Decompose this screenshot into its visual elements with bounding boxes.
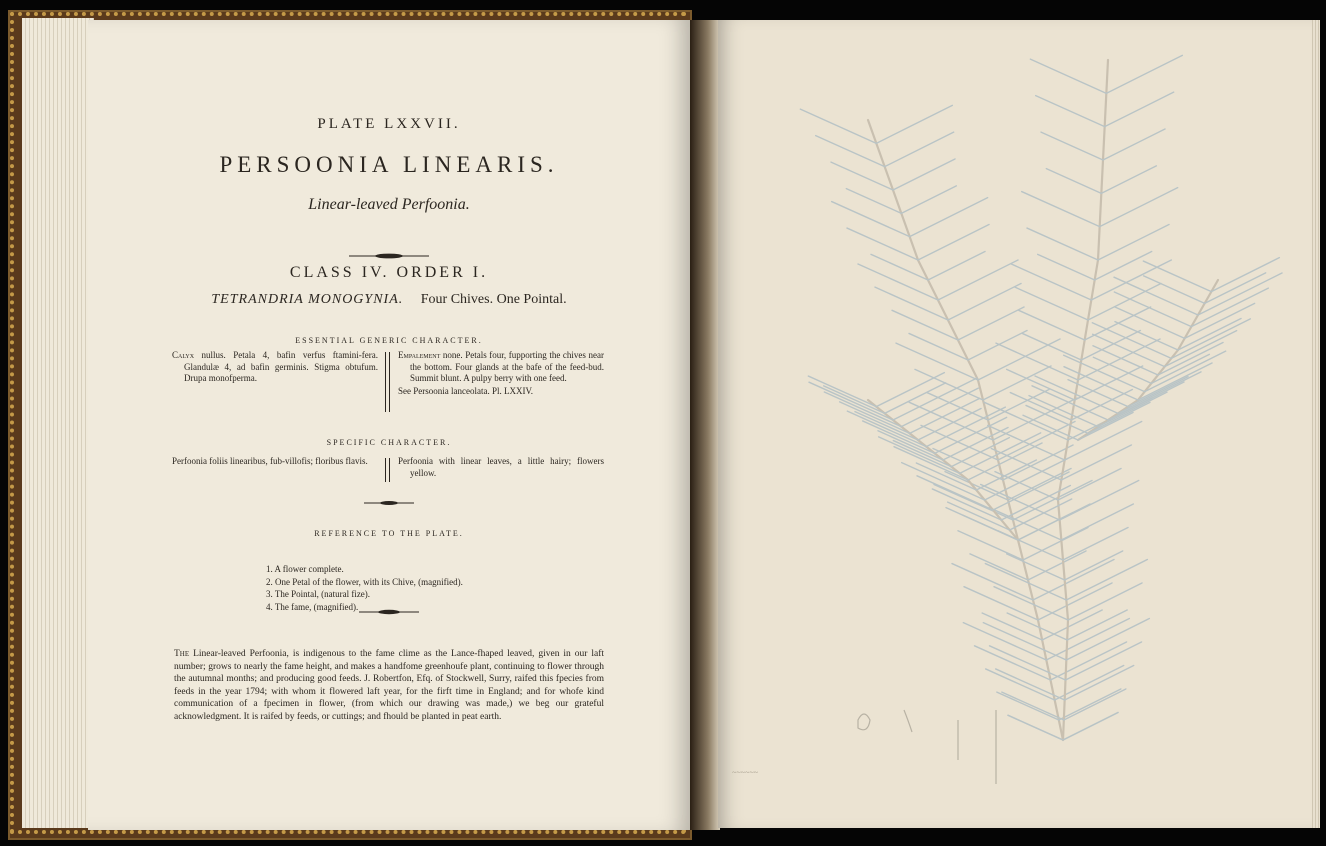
leaf-line [1100, 188, 1178, 227]
ornament-divider [88, 608, 690, 616]
paragraph-lead: The [174, 649, 190, 659]
leaf-line [876, 105, 952, 143]
specific-character [172, 456, 604, 484]
class-latin: TETRANDRIA MONOGYNIA. [211, 292, 404, 307]
leaf-line [910, 398, 980, 433]
leaf-line [892, 310, 958, 340]
leaf-line [1108, 382, 1184, 420]
leaf-line [1128, 377, 1188, 407]
leaf-line [1035, 376, 1118, 413]
leaf-line [1211, 258, 1279, 292]
leaf-line [986, 669, 1055, 700]
leaf-line [1158, 343, 1223, 376]
class-english: Four Chives. One Pointal. [420, 292, 567, 307]
leaf-line [871, 254, 928, 280]
leaf-line [1098, 225, 1169, 261]
leaf-line [893, 159, 955, 190]
leaf-line [1088, 284, 1161, 321]
leaf-line [1118, 372, 1201, 414]
ornament-rule-icon [364, 499, 414, 507]
leaf-line [1015, 287, 1088, 320]
specific-english-text: Perfoonia with linear leaves, a little hairy; flowers yellow. [398, 456, 604, 478]
leaf-line [1066, 619, 1149, 661]
leaf-line [800, 109, 876, 143]
leaf-line [1027, 228, 1098, 260]
column-divider [385, 458, 390, 482]
leaf-line [1008, 715, 1063, 740]
leaf-line [824, 386, 885, 413]
leaf-line [952, 564, 1033, 600]
leaf-line [1093, 346, 1158, 375]
leaf-line [963, 623, 1046, 660]
species-title: PERSOONIA LINEARIS. [219, 152, 559, 177]
botanical-illustration [718, 20, 1312, 828]
essential-character [172, 350, 604, 414]
leaf-line [1145, 351, 1226, 392]
specific-latin [172, 456, 378, 468]
leaf-line [1013, 481, 1092, 521]
leaf-line [934, 484, 1013, 520]
essential-see: See Persoonia lanceolata. Pl. LXXIV. [398, 385, 534, 396]
leaf-line [1038, 583, 1112, 620]
leaf-line [1010, 499, 1072, 530]
leaf-line [896, 343, 978, 380]
plate-page [718, 20, 1312, 828]
leaf-line [1061, 445, 1131, 480]
leaf-line [1018, 513, 1073, 541]
leaf-line [1103, 129, 1165, 160]
leaf-line [1068, 380, 1128, 407]
leaf-line [885, 132, 954, 167]
leaf-line [1022, 192, 1100, 227]
leaf-line [1081, 331, 1140, 361]
essential-english-lead: Empalement [398, 350, 441, 360]
ornament-divider [88, 252, 690, 260]
flower-figure-icon [858, 714, 870, 730]
class-line [88, 292, 690, 308]
leaf-line [1030, 59, 1106, 93]
leaf-line [1028, 551, 1086, 580]
ornament-divider [88, 499, 690, 507]
book-gutter [690, 20, 720, 830]
reference-list [266, 563, 566, 613]
leaf-line [1106, 55, 1182, 93]
leaf-line [809, 382, 893, 420]
leaf-line [909, 333, 968, 360]
leaf-line [932, 489, 1001, 520]
leaf-line [1063, 528, 1128, 561]
leaf-line [1011, 264, 1091, 300]
leaf-line [875, 287, 948, 320]
leaf-line [1022, 333, 1081, 360]
specific-heading: SPECIFIC CHARACTER. [326, 438, 452, 447]
body-paragraph [174, 648, 604, 724]
leaf-line [1105, 92, 1174, 127]
list-item: 1. A flower complete. [266, 564, 344, 574]
leaf-line [1115, 307, 1185, 339]
page-edges-right [1312, 20, 1320, 828]
common-name: Linear-leaved Perfoonia. [308, 196, 470, 213]
column-divider [385, 352, 390, 412]
paragraph-text: Linear-leaved Perfoonia, is indigenous to the fame clime as the Lance-fhaped leaved, given in our laft number; grows to nearly the fame height, and makes a handfome greenhoufe plant, continuing to flower through the autumnal months; and producing good feeds. J. Robertfon, Efq. of Stockwell, Surry, raifed this fpecies from feeds in the year 1794; with whom it flowered laft year, for the firft time in England; and for whofe kind communication of a fpecimen in flower, (from which our drawing was made,) we beg our grateful acknowledgment. It is raifed by feeds, or cuttings; and fhould be planted in peat earth. [174, 649, 604, 722]
leaf-line [968, 443, 1042, 480]
petal-figure-icon [904, 710, 912, 732]
leaf-line [1065, 666, 1134, 701]
leaf-line [1075, 366, 1143, 400]
class-order: CLASS IV. ORDER I. [289, 264, 489, 281]
leaf-line [1046, 169, 1101, 194]
text-page [88, 20, 690, 830]
leaf-line [1060, 481, 1139, 521]
leaf-line [1101, 166, 1156, 194]
list-item: 2. One Petal of the flower, with its Chive, (magnified). [266, 576, 463, 587]
leaf-line [1068, 583, 1142, 620]
leaf-line [1041, 132, 1103, 160]
plate-number: PLATE LXXVII. [317, 116, 461, 132]
essential-english [398, 350, 604, 397]
leaf-line [998, 422, 1075, 461]
ornament-rule-icon [359, 608, 419, 616]
leaf-line [958, 307, 1024, 340]
ornament-rule-icon [349, 252, 429, 260]
leaf-line [938, 260, 1018, 300]
list-item: 3. The Pointal, (natural fize). [266, 589, 371, 599]
leaf-line [1114, 292, 1191, 327]
leaf-line [964, 587, 1038, 620]
leaf-line [1042, 610, 1102, 640]
essential-latin [172, 350, 378, 385]
leaf-line [1066, 642, 1142, 680]
leaf-line [808, 376, 876, 407]
leaf-line [983, 623, 1066, 660]
leaf-line [1114, 277, 1198, 315]
leaf-line [1033, 560, 1114, 601]
leaf-line [1064, 355, 1145, 391]
leaf-line [858, 264, 938, 300]
page-edges-left [22, 18, 94, 828]
specific-latin-text: Perfoonia foliis linearibus, fub-villofis; floribus flavis. [172, 456, 368, 466]
leaf-line [1091, 260, 1171, 300]
leaf-line [915, 369, 983, 400]
leaf-line [1078, 413, 1133, 441]
leaf-line [1066, 560, 1147, 601]
leaf-line [901, 186, 956, 214]
essential-latin-lead: Calyx [172, 350, 195, 360]
leaf-line [1061, 504, 1133, 540]
list-item: 4. The fame, (magnified). [266, 601, 359, 612]
leaf-line [1144, 276, 1205, 303]
leaf-line [876, 373, 944, 407]
leaf-line [996, 669, 1065, 700]
leaf-line [996, 343, 1078, 380]
leaf-line [901, 388, 978, 427]
leaf-line [1067, 610, 1127, 640]
leaf-line [927, 393, 988, 420]
leaf-line [968, 331, 1027, 361]
reference-heading: REFERENCE TO THE PLATE. [314, 529, 464, 538]
leaf-line [1093, 357, 1151, 383]
leaf-line [1064, 689, 1126, 720]
leaf-line [1138, 363, 1212, 400]
leaf-line [988, 390, 1049, 421]
leaf-line [975, 646, 1051, 680]
leaf-line [928, 252, 985, 281]
essential-heading: ESSENTIAL GENERIC CHARACTER. [295, 336, 483, 345]
leaf-line [997, 692, 1059, 720]
specific-english [398, 456, 604, 479]
dissection-figures [858, 710, 996, 784]
essential-latin-text: nullus. Petala 4, bafin verfus ftamini-fera. Glandulæ 4, ad bafin germinis. Stigma obtufum. Drupa monofperma. [184, 350, 378, 383]
leaf-line [1038, 254, 1095, 280]
essential-english-text: none. Petals four, fupporting the chives near the bottom. Four glands at the bafe of the feed-bud. Summit blunt. A pulpy berry with one feed. [410, 350, 604, 383]
artist-signature: ~~~~~~ [732, 768, 758, 777]
leaf-line [1036, 96, 1105, 127]
